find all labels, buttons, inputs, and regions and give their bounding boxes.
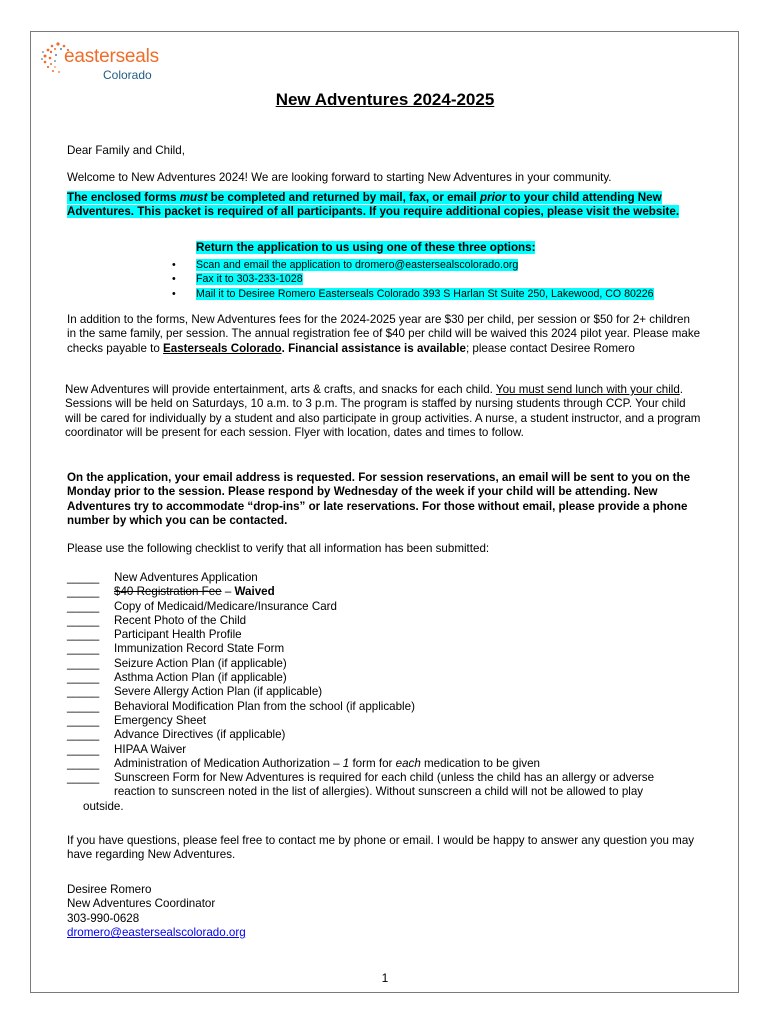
fees-paragraph: In addition to the forms, New Adventures fees for the 2024-2025 year are $30 per child, per session or $50 for 2+ children in the same family, per session. The annual registration fee of $40 per child will be waived this 2024 pilot year. Please make checks payable to Easterseals Colorado. Financial assistance is available; please contact Desiree Romero bbox=[67, 313, 701, 355]
check-blank[interactable]: _____ bbox=[67, 713, 100, 727]
welcome-text: Welcome to New Adventures 2024! We are looking forward to starting New Adventures in your community. bbox=[67, 171, 612, 184]
check-blank[interactable]: _____ bbox=[67, 742, 100, 756]
greeting: Dear Family and Child, bbox=[67, 144, 185, 157]
list-item: • Fax it to 303-233-1028 bbox=[172, 273, 303, 286]
check-blank[interactable]: _____ bbox=[67, 642, 100, 656]
return-heading: Return the application to us using one of these three options: bbox=[196, 241, 536, 254]
signature-block bbox=[67, 883, 246, 941]
logo-region-text: Colorado bbox=[103, 68, 152, 82]
list-item: • Mail it to Desiree Romero Easterseals Colorado 393 S Harlan St Suite 250, Lakewood, CO 80226 bbox=[172, 287, 654, 300]
check-blank[interactable]: _____ bbox=[67, 771, 100, 785]
list-item: • Scan and email the application to dromero@eastersealscolorado.org bbox=[172, 259, 519, 271]
check-blank[interactable]: _____ bbox=[67, 613, 100, 627]
check-blank[interactable]: _____ bbox=[67, 599, 100, 613]
signature-role: New Adventures Coordinator bbox=[67, 897, 216, 911]
email-link[interactable]: dromero@eastersealscolorado.org bbox=[67, 926, 246, 940]
signature-phone: 303-990-0628 bbox=[67, 911, 140, 925]
page-number: 1 bbox=[381, 971, 389, 985]
email-note: On the application, your email address is requested. For session reservations, an email will be sent to you on the Monday prior to the session. Please respond by Wednesday of the week if your child will be attending. New Adventures try to accommodate “drop-ins” or late reservations. For those without email, please provide a phone number by which you can be contacted. bbox=[67, 471, 691, 528]
signature-name: Desiree Romero bbox=[67, 883, 152, 896]
check-blank[interactable]: _____ bbox=[67, 571, 100, 584]
page-title: New Adventures 2024-2025 bbox=[275, 90, 495, 109]
return-options-list bbox=[172, 258, 654, 301]
easterseals-logo bbox=[40, 38, 180, 84]
logo-brand-text: easterseals bbox=[64, 46, 159, 67]
checklist-intro: Please use the following checklist to verify that all information has been submitted: bbox=[67, 542, 490, 555]
check-blank[interactable]: _____ bbox=[67, 585, 100, 599]
closing-paragraph: If you have questions, please feel free to contact me by phone or email. I would be happy to answer any question you may have regarding New Adventures. bbox=[67, 834, 695, 862]
program-paragraph: New Adventures will provide entertainment, arts & crafts, and snacks for each child. You must send lunch with your child. Sessions will be held on Saturdays, 10 a.m. to 3 p.m. The program is staffed by nursing students through CCP. Your child will be cared for individually by a student and also participate in group activities. A nurse, a student instructor, and a program coordinator will be present for each session. Flyer with location, dates and times to follow. bbox=[65, 383, 701, 440]
check-blank[interactable]: _____ bbox=[67, 699, 100, 713]
check-blank[interactable]: _____ bbox=[67, 685, 100, 699]
check-blank[interactable]: _____ bbox=[67, 756, 100, 770]
check-blank[interactable]: _____ bbox=[67, 656, 100, 670]
check-blank[interactable]: _____ bbox=[67, 628, 100, 642]
check-blank[interactable]: _____ bbox=[67, 728, 100, 742]
forms-notice: The enclosed forms must be completed and returned by mail, fax, or email prior to your child attending New Adventures. This packet is required of all participants. If you require additional copies, please visit the website. bbox=[67, 191, 680, 219]
check-blank[interactable]: _____ bbox=[67, 671, 100, 685]
